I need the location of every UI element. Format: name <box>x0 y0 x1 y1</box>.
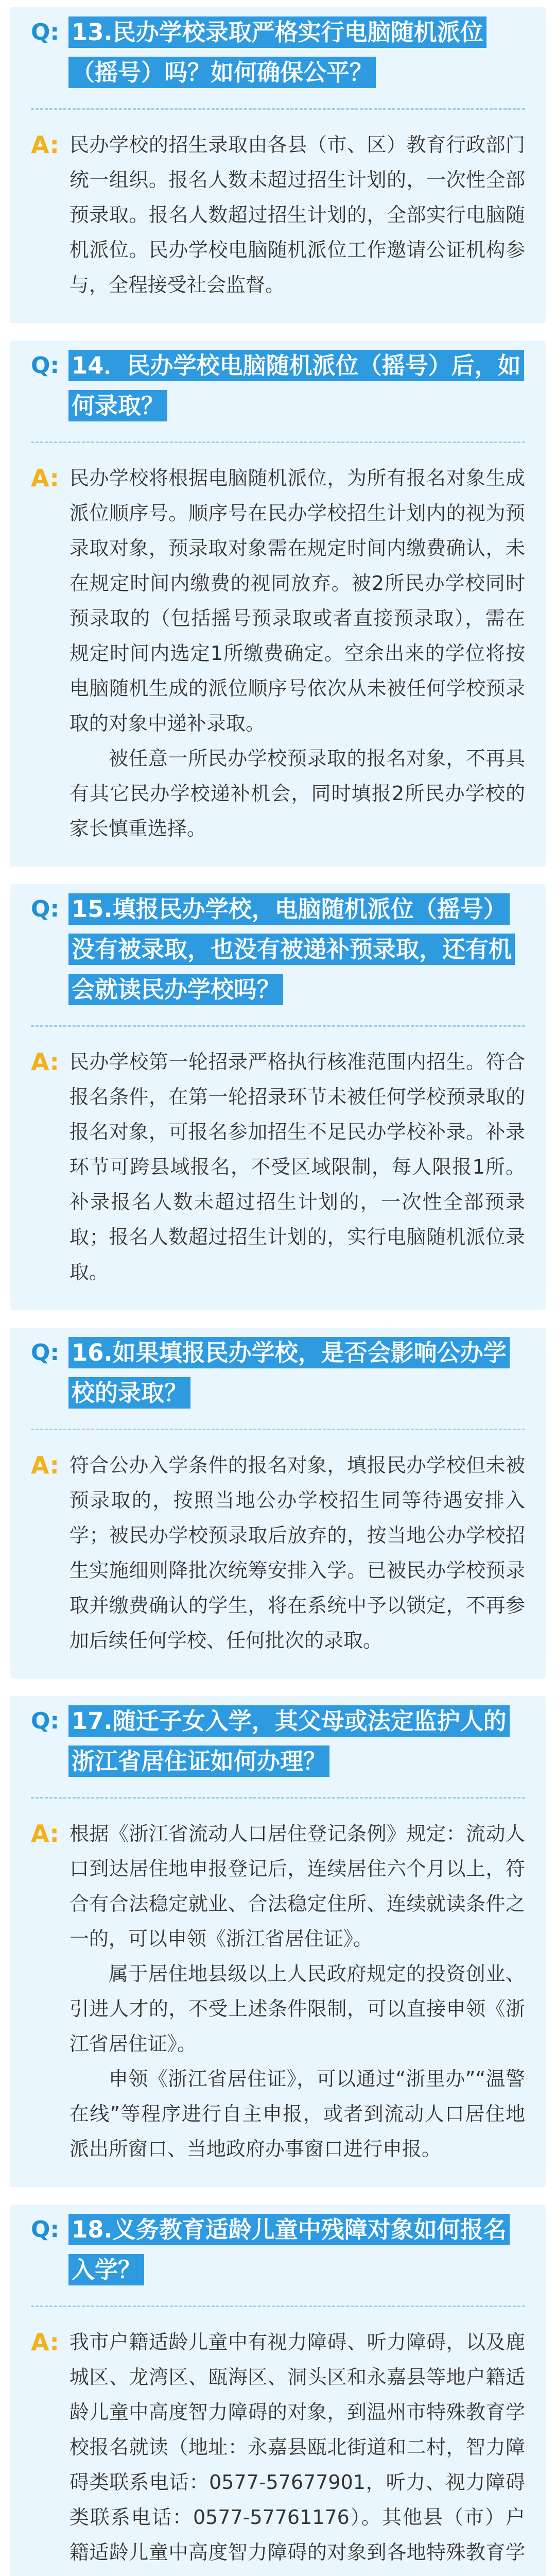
question-marker: Q: <box>31 2216 59 2243</box>
answer-row <box>31 1448 525 1658</box>
question-marker: Q: <box>31 19 59 45</box>
question-text: 14．民办学校电脑随机派位（摇号）后，如何录取？ <box>68 350 524 421</box>
answer-marker: A: <box>31 464 59 492</box>
answer-marker: A: <box>31 1048 59 1076</box>
dashed-divider <box>31 1429 525 1430</box>
answer-paragraph: 符合公办入学条件的报名对象，填报民办学校但未被预录取的，按照当地公办学校招生同等待遇安排入学；被民办学校预录取后放弃的，按当地公办学校招生实施细则降批次统筹安排入学。已被民办学校预录取并缴费确认的学生，将在系统中予以锁定，不再参加后续任何学校、任何批次的录取。 <box>69 1454 525 1652</box>
question-row <box>31 1701 525 1782</box>
answer-paragraph: 被任意一所民办学校预录取的报名对象，不再具有其它民办学校递补机会，同时填报2所民办学校的家长慎重选择。 <box>69 747 525 840</box>
question-heading <box>68 2210 525 2290</box>
question-text: 16.如果填报民办学校，是否会影响公办学校的录取？ <box>68 1337 510 1409</box>
answer-marker: A: <box>31 131 59 159</box>
question-text: 13.民办学校录取严格实行电脑随机派位（摇号）吗？如何确保公平？ <box>68 16 486 88</box>
answer-marker: A: <box>31 1451 59 1479</box>
question-row <box>31 346 525 426</box>
answer-paragraph: 申领《浙江省居住证》，可以通过“浙里办”“温警在线”等程序进行自主申报，或者到流动人口居住地派出所窗口、当地政府办事窗口进行申报。 <box>69 2067 525 2160</box>
faq-card-14 <box>10 341 546 867</box>
answer-paragraph: 民办学校第一轮招录严格执行核准范围内招生。符合报名条件，在第一轮招录环节未被任何学校预录取的报名对象，可报名参加招生不足民办学校补录。补录环节可跨县域报名，不受区域限制，每人限报1所。补录报名人数未超过招生计划的，一次性全部预录取；报名人数超过招生计划的，实行电脑随机派位录取。 <box>69 1050 525 1283</box>
answer-paragraph: 属于居住地县级以上人民政府规定的投资创业、引进人才的，不受上述条件限制，可以直接申领《浙江省居住证》。 <box>69 1962 525 2055</box>
answer-row <box>31 461 525 846</box>
dashed-divider <box>31 442 525 443</box>
faq-card-18 <box>10 2205 546 2576</box>
dashed-divider <box>31 1025 525 1027</box>
answer-row <box>31 1044 525 1290</box>
question-heading <box>68 346 525 426</box>
question-row <box>31 889 525 1010</box>
question-heading <box>68 12 525 93</box>
question-row <box>31 12 525 93</box>
faq-card-17 <box>10 1696 546 2187</box>
question-row <box>31 1333 525 1413</box>
answer-paragraph: 民办学校将根据电脑随机派位，为所有报名对象生成派位顺序号。顺序号在民办学校招生计划内的视为预录取对象，预录取对象需在规定时间内缴费确认，未在规定时间内缴费的视同放弃。被2所民办学校同时预录取的（包括摇号预录取或者直接预录取），需在规定时间内选定1所缴费确定。空余出来的学位将按电脑随机生成的派位顺序号依次从未被任何学校预录取的对象中递补录取。 <box>69 467 525 735</box>
question-marker: Q: <box>31 1340 59 1366</box>
question-marker: Q: <box>31 352 59 379</box>
answer-body <box>70 461 525 846</box>
answer-row <box>31 127 525 302</box>
question-marker: Q: <box>31 896 59 922</box>
question-heading <box>68 1701 525 1782</box>
faq-card-16 <box>10 1328 546 1679</box>
dashed-divider <box>31 108 525 110</box>
answer-body <box>70 127 525 302</box>
question-text: 18.义务教育适龄儿童中残障对象如何报名入学？ <box>68 2214 510 2285</box>
answer-paragraph: 根据《浙江省流动人口居住登记条例》规定：流动人口到达居住地申报登记后，连续居住六个月以上，符合有合法稳定就业、合法稳定住所、连续就读条件之一的，可以申领《浙江省居住证》。 <box>69 1822 525 1950</box>
answer-marker: A: <box>31 2328 59 2356</box>
answer-body <box>70 1448 525 1658</box>
dashed-divider <box>31 2306 525 2307</box>
question-marker: Q: <box>31 1708 59 1734</box>
answer-paragraph: 民办学校的招生录取由各县（市、区）教育行政部门统一组织。报名人数未超过招生计划的，一次性全部预录取。报名人数超过招生计划的，全部实行电脑随机派位。民办学校电脑随机派位工作邀请公证机构参与，全程接受社会监督。 <box>69 133 525 296</box>
answer-body <box>70 1816 525 2166</box>
answer-body <box>70 2325 525 2576</box>
answer-paragraph: 我市户籍适龄儿童中有视力障碍、听力障碍，以及鹿城区、龙湾区、瓯海区、洞头区和永嘉县等地户籍适龄儿童中高度智力障碍的对象，到温州市特殊教育学校报名就读（地址：永嘉县瓯北街道和二村，智力障碍类联系电话：0577-57677901，听力、视力障碍类联系电话：0577-57761176）。其他县（市）户籍适龄儿童中高度智力障碍的对象到各地特殊教育学 <box>69 2331 525 2564</box>
faq-card-15 <box>10 884 546 1310</box>
answer-body <box>70 1044 525 1290</box>
dashed-divider <box>31 1797 525 1799</box>
question-heading <box>68 1333 525 1413</box>
answer-row <box>31 1816 525 2166</box>
question-row <box>31 2210 525 2290</box>
question-text: 15.填报民办学校，电脑随机派位（摇号）没有被录取，也没有被递补预录取，还有机会就读民办学校吗？ <box>68 893 515 1005</box>
faq-card-13 <box>10 7 546 323</box>
question-heading <box>68 889 525 1010</box>
question-text: 17.随迁子女入学，其父母或法定监护人的浙江省居住证如何办理？ <box>68 1705 510 1777</box>
answer-marker: A: <box>31 1820 59 1848</box>
answer-row <box>31 2325 525 2576</box>
